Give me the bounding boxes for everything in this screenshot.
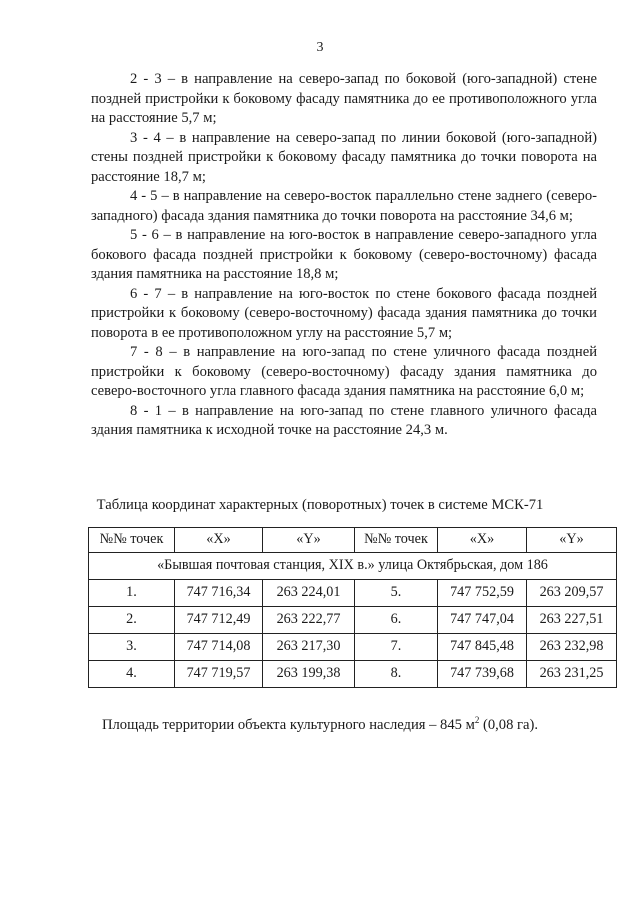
table-cell: 263 231,25 [527,661,617,688]
table-caption: Таблица координат характерных (поворотных) точек в системе МСК-71 [96,497,544,513]
table-cell: 747 739,68 [438,661,527,688]
table-cell: 263 227,51 [527,607,617,634]
table-cell: 7. [355,634,438,661]
header-point-number: №№ точек [355,528,438,553]
paragraph-4-5: 4 - 5 – в направление на северо-восток параллельно стене заднего (северо-западного) фасада здания памятника до точки поворота на расстояние 34,6 м; [91,188,597,224]
paragraph-8-1: 8 - 1 – в направление на юго-запад по стене главного уличного фасада здания памятника к исходной точке на расстояние 24,3 м. [91,402,597,438]
area-tail: (0,08 га). [479,717,539,733]
paragraph-6-7: 6 - 7 – в направление на юго-восток по стене бокового фасада поздней пристройки к боковому (северо-восточному) фасада здания памятника до точки поворота в ее противоположном углу на расстояние 5,7 м; [91,285,597,341]
table-cell: 263 199,38 [263,661,355,688]
page-number: 3 [316,40,324,55]
table-cell: 263 222,77 [263,607,355,634]
table-cell: 3. [89,634,175,661]
table-cell: 263 232,98 [527,634,617,661]
area-unit-exponent: 2 [474,715,480,726]
object-title-row [89,553,617,580]
object-title: «Бывшая почтовая станция, XIX в.» улица Октябрьская, дом 186 [89,553,617,580]
area-text: Площадь территории объекта культурного наследия – 845 м [101,717,475,733]
table-cell: 263 217,30 [263,634,355,661]
table-cell: 1. [89,580,175,607]
table-cell: 8. [355,661,438,688]
table-cell: 747 712,49 [175,607,263,634]
table-cell: 263 209,57 [527,580,617,607]
boundary-description [91,70,597,441]
table-header-row [89,528,617,553]
paragraph-3-4: 3 - 4 – в направление на северо-запад по линии боковой (юго-западной) стены поздней пристройки к боковому фасаду памятника до точки поворота на расстояние 18,7 м; [91,129,597,185]
area-statement [0,716,640,736]
table-row [89,661,617,688]
table-cell: 747 752,59 [438,580,527,607]
header-y: «Y» [527,528,617,553]
table-row [89,580,617,607]
table-cell: 263 224,01 [263,580,355,607]
header-point-number: №№ точек [89,528,175,553]
table-cell: 5. [355,580,438,607]
table-cell: 4. [89,661,175,688]
table-cell: 747 716,34 [175,580,263,607]
header-x: «X» [438,528,527,553]
table-cell: 747 714,08 [175,634,263,661]
table-cell: 747 845,48 [438,634,527,661]
coordinates-table [88,527,617,688]
header-x: «X» [175,528,263,553]
table-row [89,607,617,634]
table-cell: 2. [89,607,175,634]
table-row [89,634,617,661]
table-cell: 747 719,57 [175,661,263,688]
header-y: «Y» [263,528,355,553]
paragraph-2-3: 2 - 3 – в направление на северо-запад по боковой (юго-западной) стене поздней пристройки к боковому фасаду памятника до ее противоположного угла на расстояние 5,7 м; [91,71,597,126]
table-cell: 6. [355,607,438,634]
paragraph-7-8: 7 - 8 – в направление на юго-запад по стене уличного фасада поздней пристройки к боковому (северо-восточному) фасаду здания памятника до северо-восточного угла главного фасада здания памятника на расстояние 6,0 м; [91,344,597,399]
table-cell: 747 747,04 [438,607,527,634]
paragraph-5-6: 5 - 6 – в направление на юго-восток в направление северо-западного угла бокового фасада поздней пристройки к боковому (северо-восточному) фасада здания памятника на расстояние 18,8 м; [91,227,597,282]
